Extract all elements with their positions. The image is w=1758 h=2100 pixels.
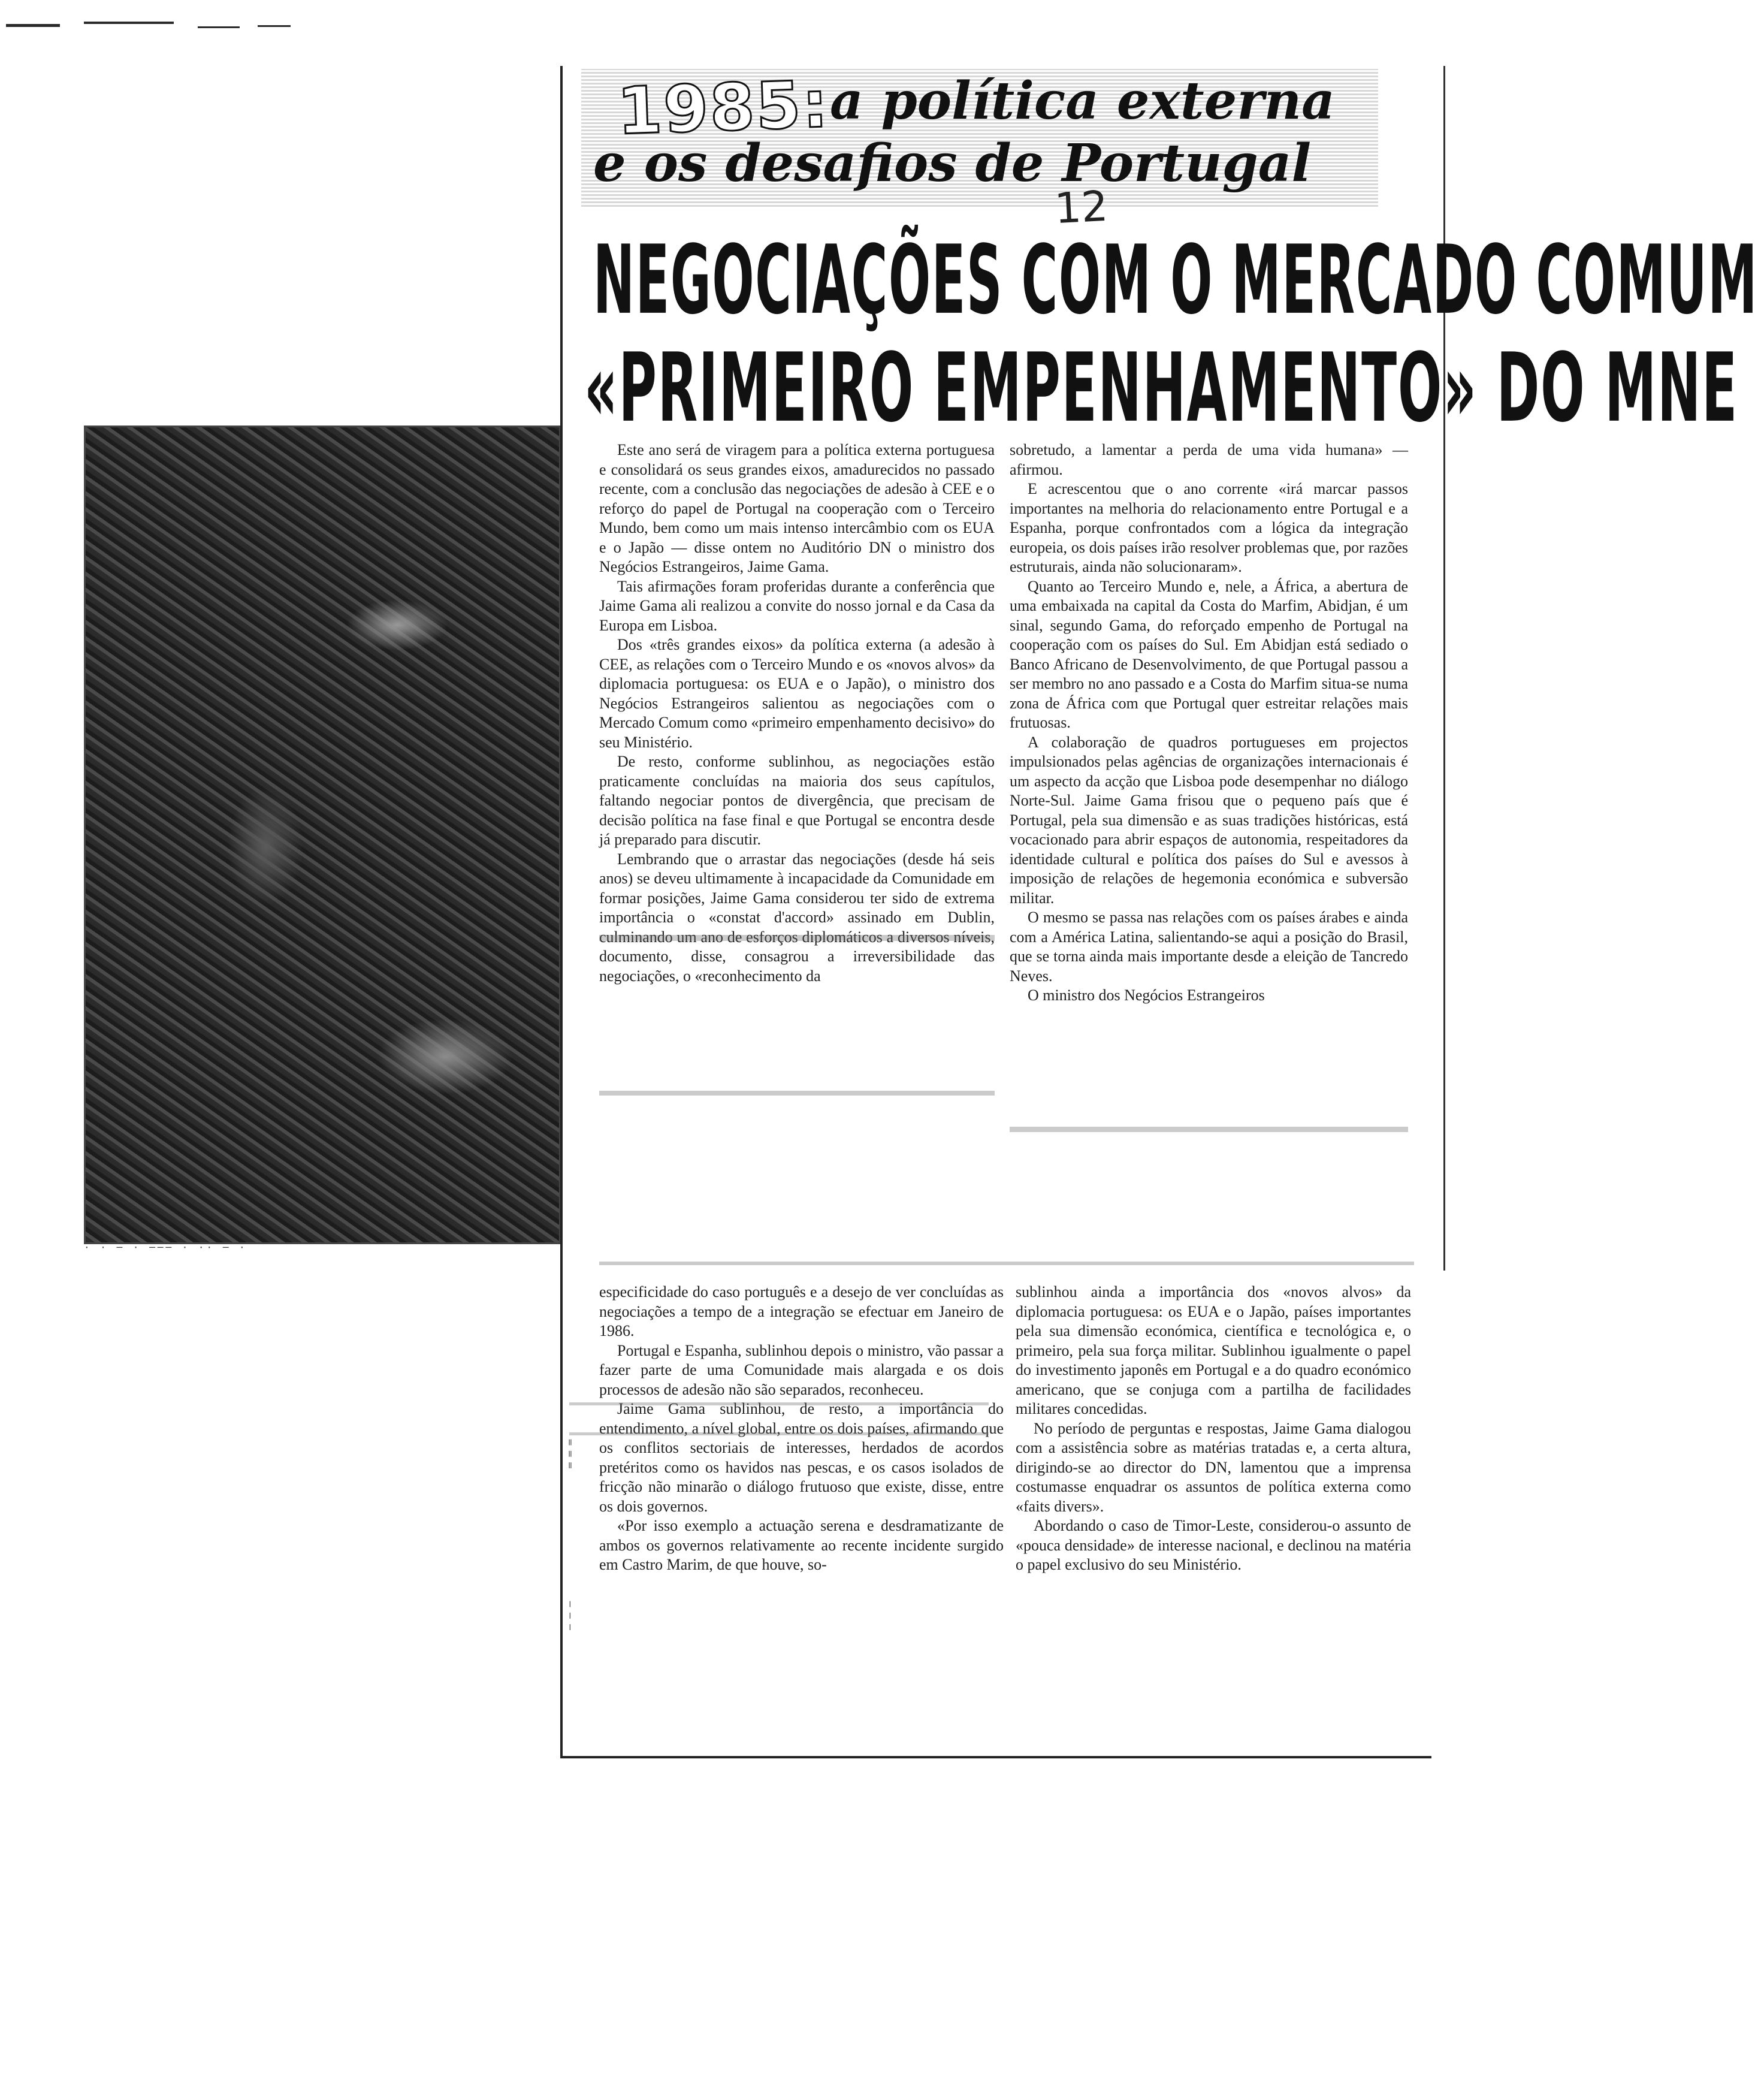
scan-smudge — [599, 1262, 1414, 1265]
paragraph: Portugal e Espanha, sublinhou depois o ministro, vão passar a fazer parte de uma Comunidade mais alargada e os dois processos de adesão não são separados, reconheceu. — [599, 1341, 1004, 1398]
scan-smudge — [599, 1091, 995, 1096]
paragraph: A colaboração de quadros portugueses em projectos impulsionados pelas agências de organizações internacionais é um aspecto da acção que Lisboa pode desempenhar no diálogo Norte-Sul. Jaime Gama frisou que o pequeno país que é Portugal, pela sua dimensão e as suas tradições históricas, está vocacionado para abrir espaços de autonomia, respeitadores da identidade cultural e política dos países do Sul e avessos à imposição de relações de hegemonia económica e subversão militar. — [1010, 733, 1408, 907]
paragraph: Quanto ao Terceiro Mundo e, nele, a África, a abertura de uma embaixada na capital da Costa do Marfim, Abidjan, é um sinal, segundo Gama, do reforçado empenho de Portugal na cooperação com os países do Sul. Em Abidjan está sediado o Banco Africano de Desenvolvimento, de que Portugal passou a ser membro no ano passado e a Costa do Marfim situa-se numa zona de África com que Portugal quer estreitar relações mais frutuosas. — [1010, 577, 1408, 731]
scan-artifact-top — [6, 24, 60, 27]
article-column-3 — [599, 1283, 1004, 1575]
paragraph: sublinhou ainda a importância dos «novos alvos» da diplomacia portuguesa: os EUA e o Japão, países importantes pela sua dimensão económica, científica e tecnológica e, o primeiro, pela sua força militar. Sublinhou igualmente o papel do investimento japonês em Portugal e a do quadro económico americano, que se conjuga com a partilha de facilidades militares concedidas. — [1016, 1283, 1411, 1417]
scan-artifact-top — [198, 26, 240, 28]
scan-artifact-top — [84, 22, 174, 24]
paragraph: Abordando o caso de Timor-Leste, considerou-o assunto de «pouca densidade» de interesse nacional, e declinou na matéria o papel exclusivo do seu Ministério. — [1016, 1517, 1411, 1573]
handwritten-mark: 12 — [1053, 181, 1110, 234]
series-title-line-1: a política externa — [830, 71, 1335, 131]
paragraph: O mesmo se passa nas relações com os países árabes e ainda com a América Latina, salientando-se aqui a posição do Brasil, que se torna ainda mais importante desde a eleição de Tancredo Neves. — [1010, 909, 1408, 985]
scan-artifact-top — [258, 25, 291, 27]
paragraph: E acrescentou que o ano corrente «irá marcar passos importantes na melhoria do relacionamento entre Portugal e a Espanha, porque confrontados com a lógica da integração europeia, os dois países irão resolver problemas que, por razões estruturais, ainda não solucionaram». — [1010, 480, 1408, 575]
paragraph: Lembrando que o arrastar das negociações (desde há seis anos) se deveu ultimamente à incapacidade da Comunidade em formar posições, Jaime Gama considerou ter sido de extrema importância o «constat d'accord» assinado em Dublin, culminando um ano de esforços diplomáticos a diversos níveis, documento, disse, consagrou a irreversibilidade das negociações, o «reconhecimento da — [599, 850, 995, 985]
paragraph: Dos «três grandes eixos» da política externa (a adesão à CEE, as relações com o Terceiro Mundo e os «novos alvos» da diplomacia portuguesa: os EUA e o Japão), o ministro dos Negócios Estrangeiros salientou as negociações com o Mercado Comum como «primeiro empenhamento decisivo» do seu Ministério. — [599, 636, 995, 751]
article-column-2 — [1010, 440, 1408, 1006]
series-year: 1985: — [615, 67, 830, 150]
news-photo — [84, 426, 561, 1244]
paragraph: especificidade do caso português e a desejo de ver concluídas as negociações a tempo de a integração se efectuar em Janeiro de 1986. — [599, 1283, 1004, 1339]
photo-caption-residue: · · ─ · ─── · ·· ─ · — [84, 1242, 247, 1253]
paragraph: Este ano será de viragem para a política externa portuguesa e consolidará os seus grandes eixos, amadurecidos no passado recente, com a conclusão das negociações de adesão à CEE e o reforço do papel de Portugal na cooperação com o Terceiro Mundo, bem como um mais intenso intercâmbio com os EUA e o Japão — disse ontem no Auditório DN o ministro dos Negócios Estrangeiros, Jaime Gama. — [599, 441, 995, 575]
margin-mark: ─ ─ ─ — [564, 1601, 576, 1630]
headline-line-2: «PRIMEIRO EMPENHAMENTO» DO MNE — [584, 333, 1738, 443]
paragraph: De resto, conforme sublinhou, as negociações estão praticamente concluídas na maioria dos seus capítulos, faltando negociar pontos de divergência, que precisam de decisão política na fase final e que Portugal se encontra desde já preparado para discutir. — [599, 753, 995, 848]
scan-smudge — [1010, 1127, 1408, 1132]
margin-mark: ═ ═ ═ — [564, 1439, 576, 1468]
headline-line-1: NEGOCIAÇÕES COM O MERCADO COMUM — [593, 225, 1758, 336]
article-column-1 — [599, 440, 995, 986]
paragraph: Jaime Gama sublinhou, de resto, a importância do entendimento, a nível global, entre os dois países, afirmando que os conflitos sectoriais de interesses, herdados de acordos pretéritos como os havidos nas pescas, e os casos isolados de fricção não minarão o diálogo frutuoso que existe, disse, entre os dois governos. — [599, 1400, 1004, 1515]
series-title-line-2: e os desafios de Portugal — [593, 133, 1312, 194]
scan-smudge — [569, 1402, 989, 1405]
paragraph: «Por isso exemplo a actuação serena e desdramatizante de ambos os governos relativamente ao recente incidente surgido em Castro Marim, de que houve, so- — [599, 1517, 1004, 1573]
paragraph: sobretudo, a lamentar a perda de uma vida humana» — afirmou. — [1010, 441, 1408, 478]
article-column-4 — [1016, 1283, 1411, 1575]
paragraph: O ministro dos Negócios Estrangeiros — [1028, 986, 1265, 1004]
scan-smudge — [569, 1432, 989, 1435]
paragraph: Tais afirmações foram proferidas durante a conferência que Jaime Gama ali realizou a convite do nosso jornal e da Casa da Europa em Lisboa. — [599, 577, 995, 634]
paragraph: No período de perguntas e respostas, Jaime Gama dialogou com a assistência sobre as matérias tratadas e, a certa altura, dirigindo-se ao director do DN, lamentou que a imprensa costumasse enquadrar os assuntos de política externa como «faits divers». — [1016, 1419, 1411, 1515]
scan-smudge — [599, 935, 995, 941]
